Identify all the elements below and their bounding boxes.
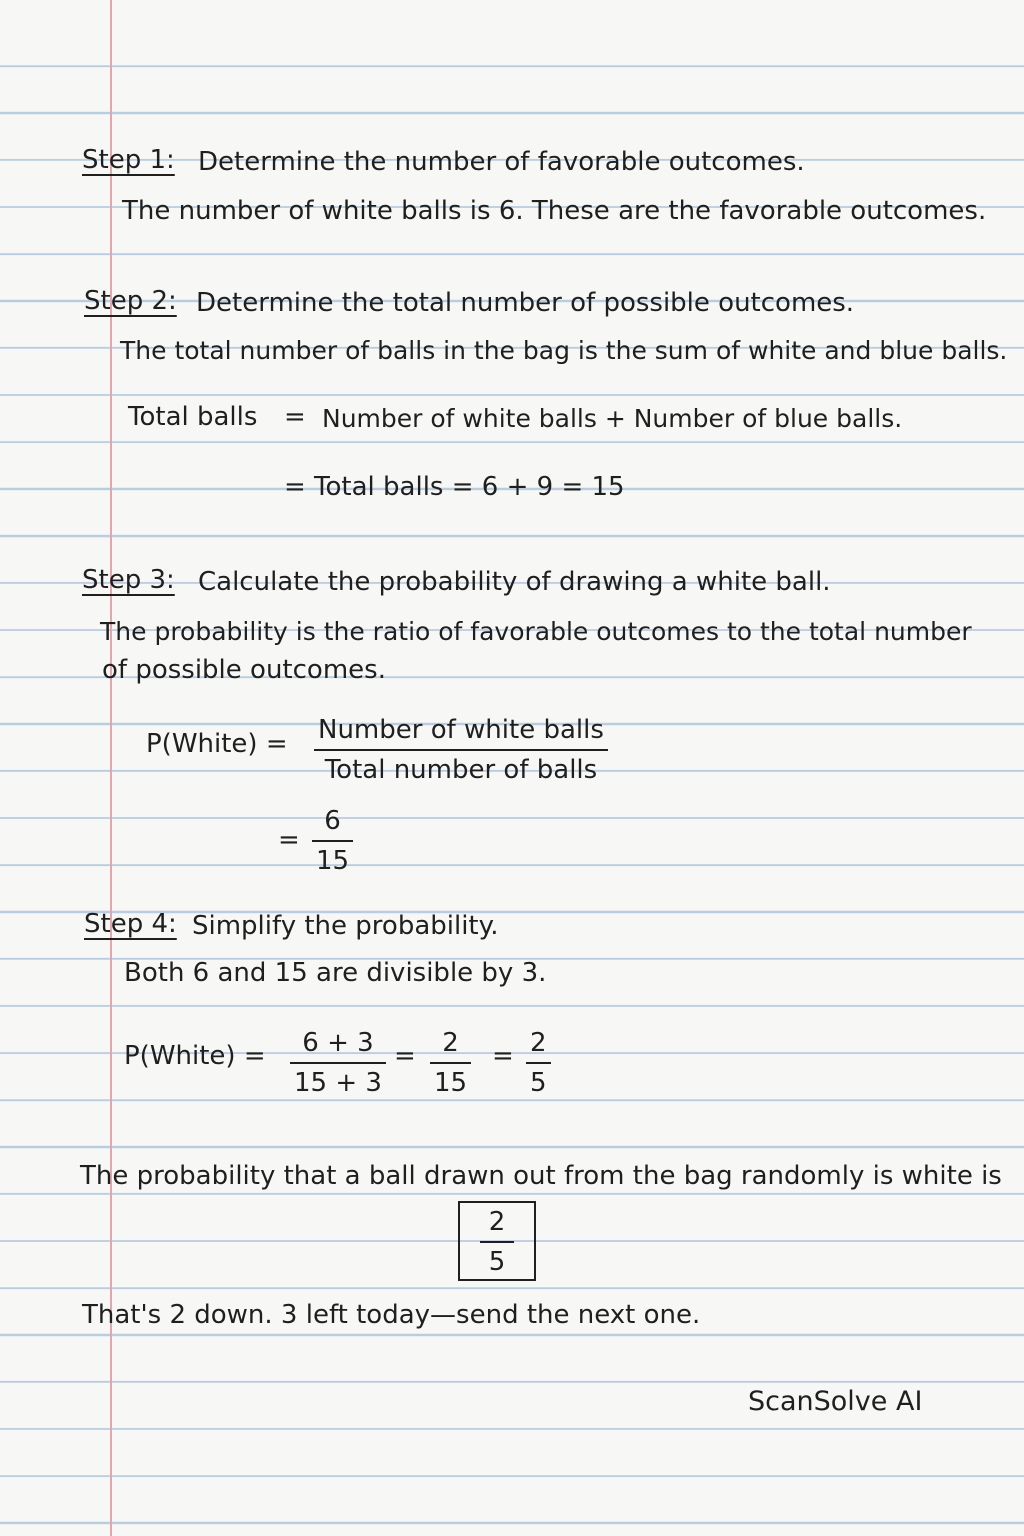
step-3-line-1: The probability is the ratio of favorable outcomes to the total number <box>100 617 972 646</box>
step-4-line: Both 6 and 15 are divisible by 3. <box>124 958 547 988</box>
step-4-fraction-c <box>526 1030 551 1096</box>
step-2-title: Determine the total number of possible outcomes. <box>196 288 855 318</box>
step-4-title: Simplify the probability. <box>192 911 499 941</box>
answer-fraction <box>460 1209 534 1275</box>
step-2-eq1-eq: = <box>284 402 306 432</box>
conclusion-text: The probability that a ball drawn out from the bag randomly is white is <box>80 1161 1002 1191</box>
step-3-fraction-words <box>314 717 608 783</box>
fraction-denominator: 5 <box>488 1247 506 1277</box>
step-3-title: Calculate the probability of drawing a white ball. <box>198 567 831 597</box>
step-3-fraction-numbers <box>312 808 353 874</box>
brand-signature: ScanSolve AI <box>748 1386 923 1417</box>
fraction-denominator: Total number of balls <box>324 755 598 785</box>
fraction-numerator: Number of white balls <box>318 715 604 745</box>
step-1-line: The number of white balls is 6. These are the favorable outcomes. <box>122 196 987 226</box>
step-4-p-lhs: P(White) = <box>124 1041 266 1071</box>
step-4-eq-b: = <box>492 1041 514 1071</box>
step-2-eq1-lhs: Total balls <box>128 402 258 432</box>
step-4-eq-a: = <box>394 1041 416 1071</box>
footer-note: That's 2 down. 3 left today—send the next one. <box>82 1300 701 1330</box>
step-3-p-lhs: P(White) = <box>146 729 288 759</box>
step-3-line-2: of possible outcomes. <box>102 655 386 685</box>
fraction-numerator: 2 <box>488 1207 506 1237</box>
step-3-label: Step 3: <box>82 565 175 595</box>
step-2-line: The total number of balls in the bag is the sum of white and blue balls. <box>120 336 1008 365</box>
step-2-eq1-rhs: Number of white balls + Number of blue balls. <box>322 404 903 433</box>
step-4-label: Step 4: <box>84 909 177 939</box>
fraction-numerator: 2 <box>530 1028 547 1058</box>
fraction-denominator: 15 <box>316 846 350 876</box>
fraction-numerator: 6 <box>324 806 341 836</box>
step-2-label: Step 2: <box>84 286 177 316</box>
step-2-eq2: = Total balls = 6 + 9 = 15 <box>284 472 625 502</box>
step-3-eq-sign: = <box>278 825 300 855</box>
fraction-numerator: 6 + 3 <box>302 1028 374 1058</box>
step-1-label: Step 1: <box>82 145 175 175</box>
answer-box <box>458 1201 536 1281</box>
fraction-denominator: 5 <box>530 1068 547 1098</box>
fraction-numerator: 2 <box>442 1028 459 1058</box>
step-1-title: Determine the number of favorable outcomes. <box>198 147 805 177</box>
fraction-denominator: 15 + 3 <box>294 1068 382 1098</box>
step-4-fraction-b <box>430 1030 471 1096</box>
step-4-fraction-a <box>290 1030 386 1096</box>
fraction-denominator: 15 <box>434 1068 468 1098</box>
